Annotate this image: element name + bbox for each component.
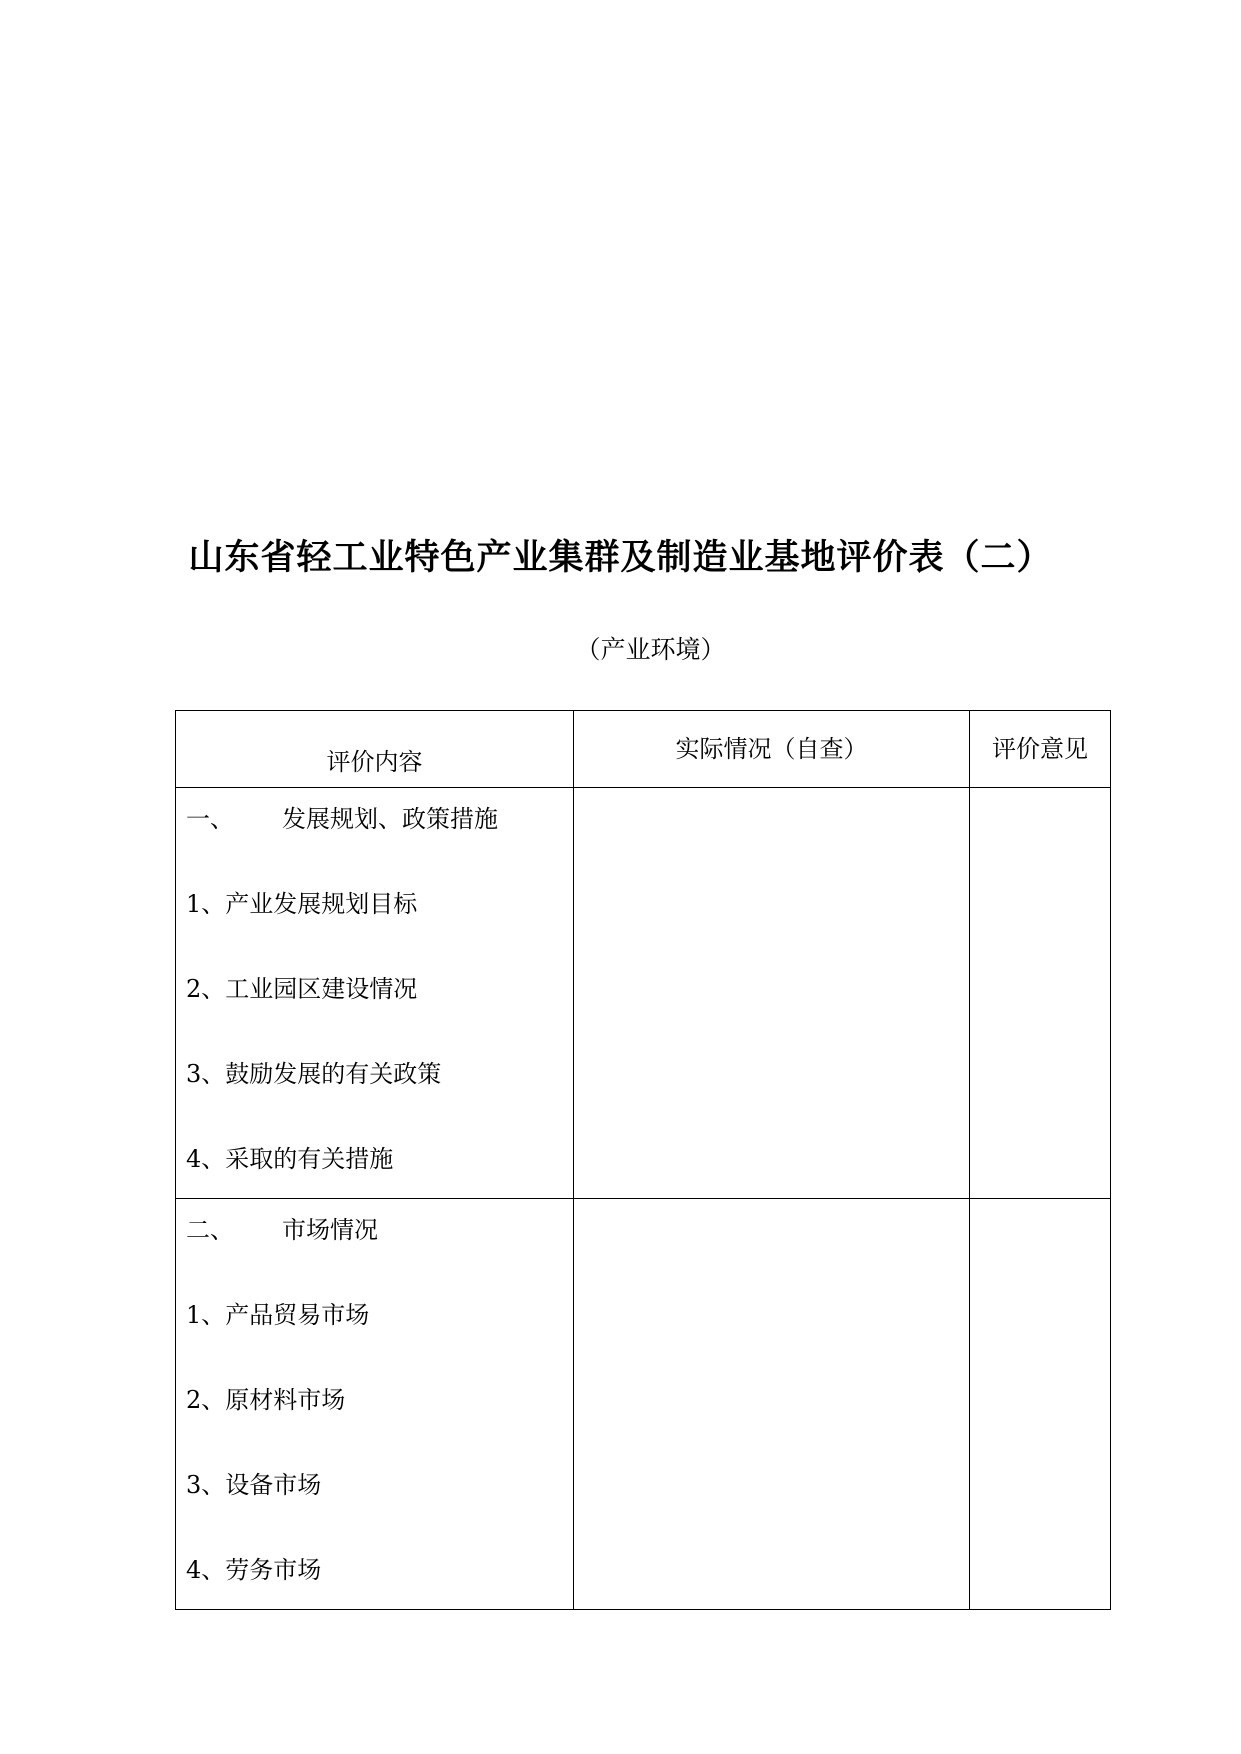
- list-item: 4、采取的有关措施: [186, 1145, 394, 1173]
- list-item: 1、产业发展规划目标: [186, 890, 418, 918]
- section-heading: [186, 1215, 573, 1300]
- header-evaluation-opinion: 评价意见: [970, 711, 1111, 788]
- table-row: [176, 1199, 1111, 1610]
- table-header-row: [176, 711, 1111, 788]
- header-evaluation-content: 评价内容: [176, 711, 574, 788]
- list-item: 3、设备市场: [186, 1471, 322, 1499]
- list-item: 2、原材料市场: [186, 1386, 346, 1414]
- evaluation-opinion-cell[interactable]: [970, 788, 1111, 1199]
- actual-situation-cell[interactable]: [574, 1199, 970, 1610]
- list-item: 1、产品贸易市场: [186, 1301, 370, 1329]
- section-heading: [186, 804, 573, 889]
- section-content-cell: [176, 1199, 574, 1610]
- table-row: [176, 788, 1111, 1199]
- actual-situation-cell[interactable]: [574, 788, 970, 1199]
- evaluation-opinion-cell[interactable]: [970, 1199, 1111, 1610]
- document-subtitle: （产业环境）: [575, 635, 726, 664]
- section-title: 发展规划、政策措施: [282, 805, 498, 833]
- header-actual-situation: 实际情况（自查）: [574, 711, 970, 788]
- evaluation-table: [175, 710, 1111, 1610]
- list-item: 2、工业园区建设情况: [186, 975, 418, 1003]
- list-item: 4、劳务市场: [186, 1556, 322, 1584]
- section-content-cell: [176, 788, 574, 1199]
- document-title: 山东省轻工业特色产业集群及制造业基地评价表（二）: [188, 537, 1053, 578]
- list-item: 3、鼓励发展的有关政策: [186, 1060, 442, 1088]
- section-title: 市场情况: [282, 1216, 378, 1244]
- section-number: 二、: [186, 1216, 234, 1244]
- section-number: 一、: [186, 805, 234, 833]
